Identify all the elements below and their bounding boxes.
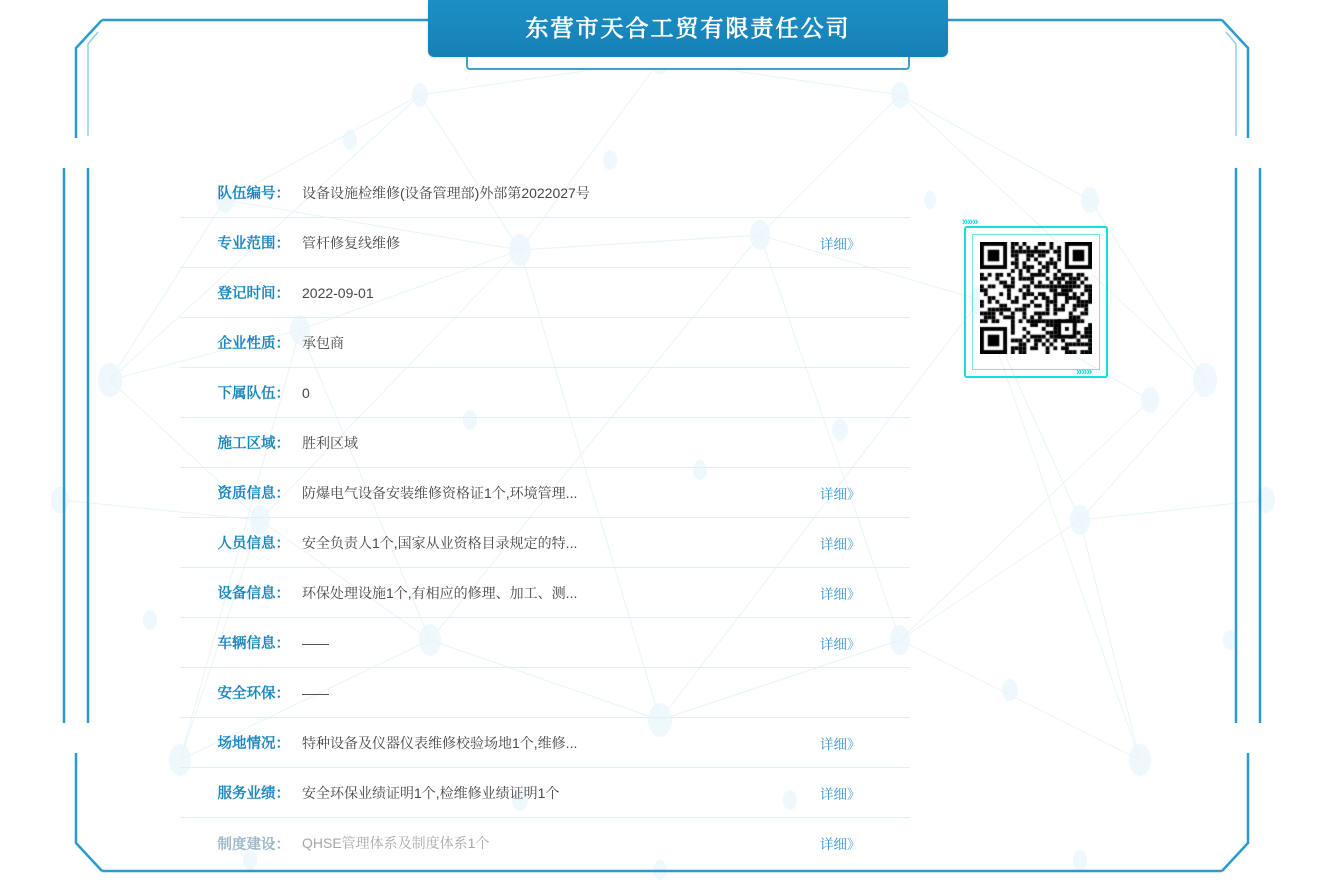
table-row <box>180 668 910 718</box>
row-value: 承包商 <box>302 334 344 351</box>
row-label: 资质信息： <box>217 486 290 502</box>
row-value: 2022-09-01 <box>302 284 374 301</box>
table-row <box>180 568 910 618</box>
row-label: 队伍编号： <box>217 186 290 202</box>
detail-link[interactable]: 详细》 <box>820 736 861 752</box>
qr-corner-br-icon: »»» <box>1076 366 1092 378</box>
table-row <box>180 468 910 518</box>
table-row <box>180 218 910 268</box>
detail-link[interactable]: 详细》 <box>820 536 861 552</box>
row-label: 安全环保： <box>217 686 290 702</box>
banner-skirt-decoration <box>466 57 910 70</box>
row-label: 企业性质： <box>217 336 290 352</box>
row-label: 制度建设： <box>217 836 290 853</box>
row-label: 场地情况： <box>217 736 290 752</box>
page-title: 东营市天合工贸有限责任公司 <box>525 15 851 41</box>
table-row <box>180 418 910 468</box>
detail-link[interactable]: 详细》 <box>820 786 861 802</box>
row-value: QHSE管理体系及制度体系1个 <box>302 835 490 851</box>
row-label: 登记时间： <box>217 286 290 302</box>
company-info-table <box>180 168 910 868</box>
row-label: 服务业绩： <box>217 786 290 802</box>
detail-link[interactable]: 详细》 <box>820 837 861 852</box>
row-label: 设备信息： <box>217 586 290 602</box>
row-value: 管杆修复线维修 <box>302 234 400 251</box>
row-label: 人员信息： <box>217 536 290 552</box>
detail-link[interactable]: 详细》 <box>820 236 861 252</box>
row-value: 防爆电气设备安装维修资格证1个,环境管理... <box>302 484 578 501</box>
table-row <box>180 268 910 318</box>
row-label: 专业范围： <box>217 236 290 252</box>
row-label: 下属队伍： <box>217 386 290 402</box>
detail-link[interactable]: 详细》 <box>820 586 861 602</box>
row-value: 特种设备及仪器仪表维修校验场地1个,维修... <box>302 734 578 751</box>
row-value: 设备设施检维修(设备管理部)外部第2022027号 <box>302 184 590 201</box>
row-value: 安全环保业绩证明1个,检维修业绩证明1个 <box>302 784 560 801</box>
row-value: —— <box>302 634 328 651</box>
table-row <box>180 318 910 368</box>
qr-code-block <box>958 216 1114 384</box>
table-row <box>180 618 910 668</box>
row-value: 胜利区域 <box>302 434 358 451</box>
table-row <box>180 518 910 568</box>
row-value: —— <box>302 684 328 701</box>
row-label: 施工区域： <box>217 436 290 452</box>
qr-code-image <box>980 242 1092 354</box>
row-value: 安全负责人1个,国家从业资格目录规定的特... <box>302 534 578 551</box>
table-row <box>180 768 910 818</box>
company-title-banner <box>428 0 948 57</box>
table-row <box>180 818 910 868</box>
row-label: 车辆信息： <box>217 636 290 652</box>
table-row <box>180 168 910 218</box>
detail-link[interactable]: 详细》 <box>820 486 861 502</box>
detail-link[interactable]: 详细》 <box>820 636 861 652</box>
table-row <box>180 368 910 418</box>
row-value: 环保处理设施1个,有相应的修理、加工、测... <box>302 584 578 601</box>
qr-corner-tl-icon: »»» <box>962 216 978 228</box>
row-value: 0 <box>302 384 310 401</box>
table-row <box>180 718 910 768</box>
